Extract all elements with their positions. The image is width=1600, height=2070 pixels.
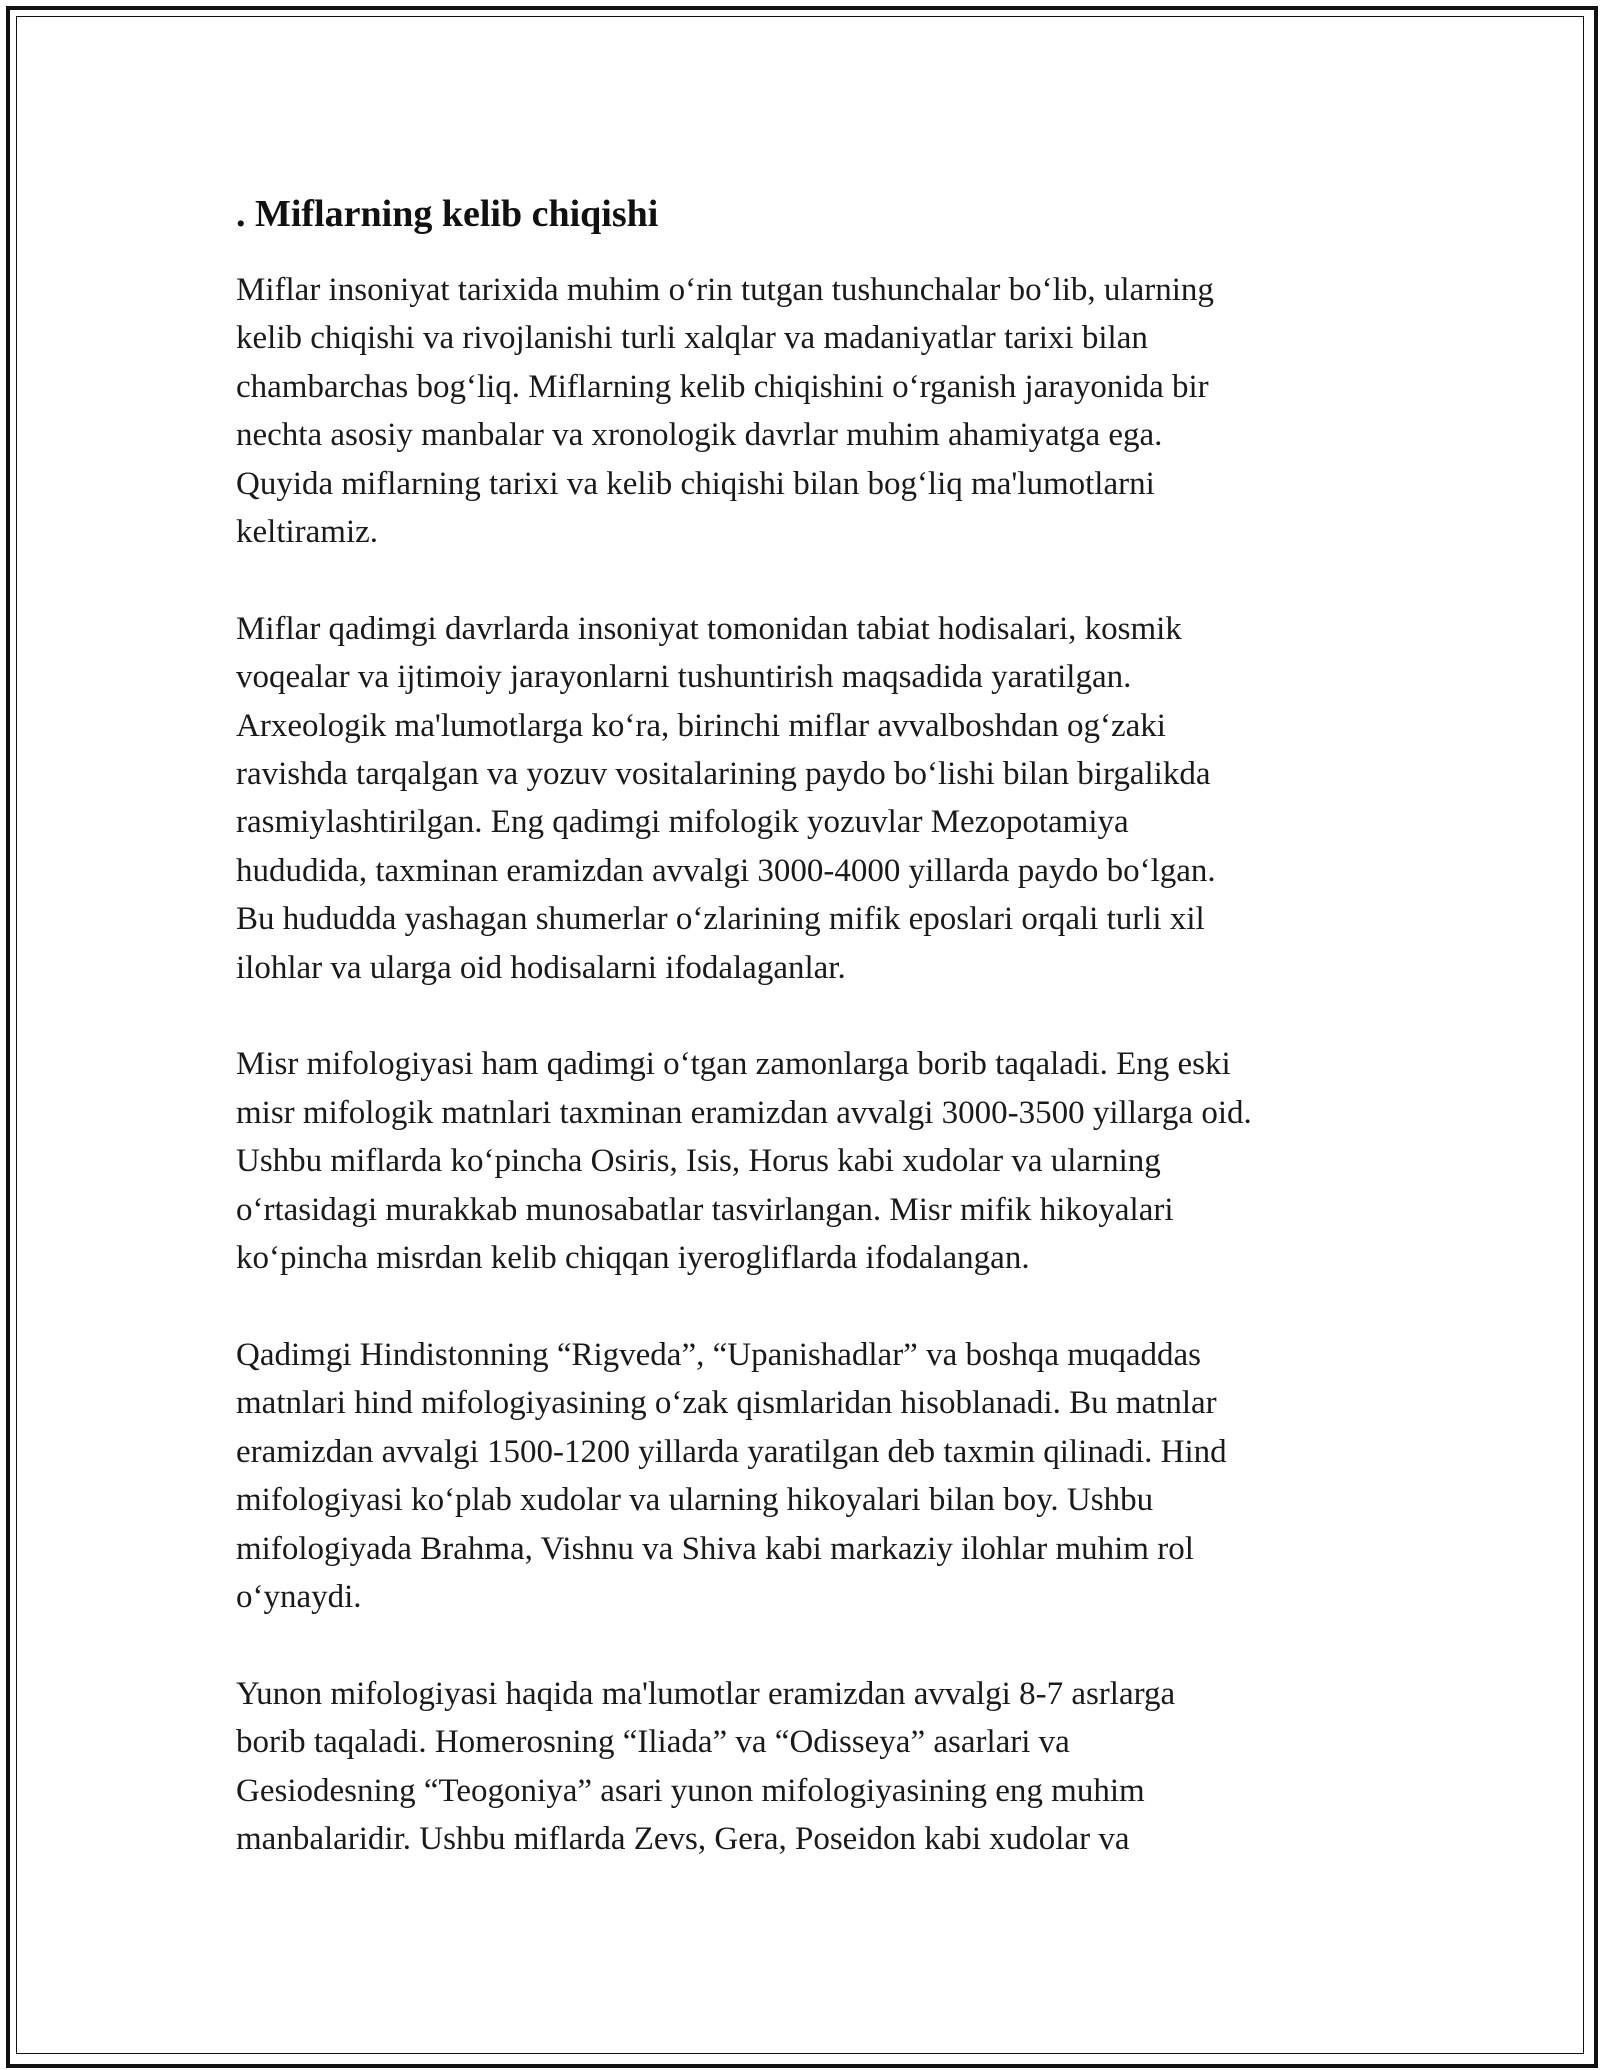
document-body (236, 188, 1376, 1912)
paragraph-intro: Miflar insoniyat tarixida muhim o‘rin tutgan tushunchalar bo‘lib, ularning kelib chiqishi va rivojlanishi turli xalqlar va madaniyatlar tarixi bilan chambarchas bog‘liq. Miflarning kelib chiqishini o‘rganish jarayonida bir nechta asosiy manbalar va xronologik davrlar muhim ahamiyatga ega. Quyida miflarning tarixi va kelib chiqishi bilan bog‘liq ma'lumotlarni keltiramiz. (236, 272, 1214, 551)
paragraph-greece: Yunon mifologiyasi haqida ma'lumotlar eramizdan avvalgi 8-7 asrlarga borib taqaladi. Homerosning “Iliada” va “Odisseya” asarlari va Gesiodesning “Teogoniya” asari yunon mifologiyasining eng muhim manbalaridir. Ushbu miflarda Zevs, Gera, Poseidon kabi xudolar va (236, 1675, 1176, 1857)
paragraph-egypt: Misr mifologiyasi ham qadimgi o‘tgan zamonlarga borib taqaladi. Eng eski misr mifologik matnlari taxminan eramizdan avvalgi 3000-3500 yillarga oid. Ushbu miflarda ko‘pincha Osiris, Isis, Horus kabi xudolar va ularning o‘rtasidagi murakkab munosabatlar tasvirlangan. Misr mifik hikoyalari ko‘pincha misrdan kelib chiqqan iyerogliflarda ifodalangan. (236, 1046, 1252, 1277)
paragraph-mesopotamia: Miflar qadimgi davrlarda insoniyat tomonidan tabiat hodisalari, kosmik voqealar va ijtimoiy jarayonlarni tushuntirish maqsadida yaratilgan. Arxeologik ma'lumotlarga ko‘ra, birinchi miflar avvalboshdan og‘zaki ravishda tarqalgan va yozuv vositalarining paydo bo‘lishi bilan birgalikda rasmiylashtirilgan. Eng qadimgi mifologik yozuvlar Mezopotamiya hududida, taxminan eramizdan avvalgi 3000-4000 yillarda paydo bo‘lgan. Bu hududda yashagan shumerlar o‘zlarining mifik eposlari orqali turli xil ilohlar va ularga oid hodisalarni ifodalaganlar. (236, 610, 1216, 986)
paragraph-india: Qadimgi Hindistonning “Rigveda”, “Upanishadlar” va boshqa muqaddas matnlari hind mifologiyasining o‘zak qismlaridan hisoblanadi. Bu matnlar eramizdan avvalgi 1500-1200 yillarda yaratilgan deb taxmin qilinadi. Hind mifologiyasi ko‘plab xudolar va ularning hikoyalari bilan boy. Ushbu mifologiyada Brahma, Vishnu va Shiva kabi markaziy ilohlar muhim rol o‘ynaydi. (236, 1336, 1227, 1615)
section-heading: . Miflarning kelib chiqishi (236, 193, 659, 235)
